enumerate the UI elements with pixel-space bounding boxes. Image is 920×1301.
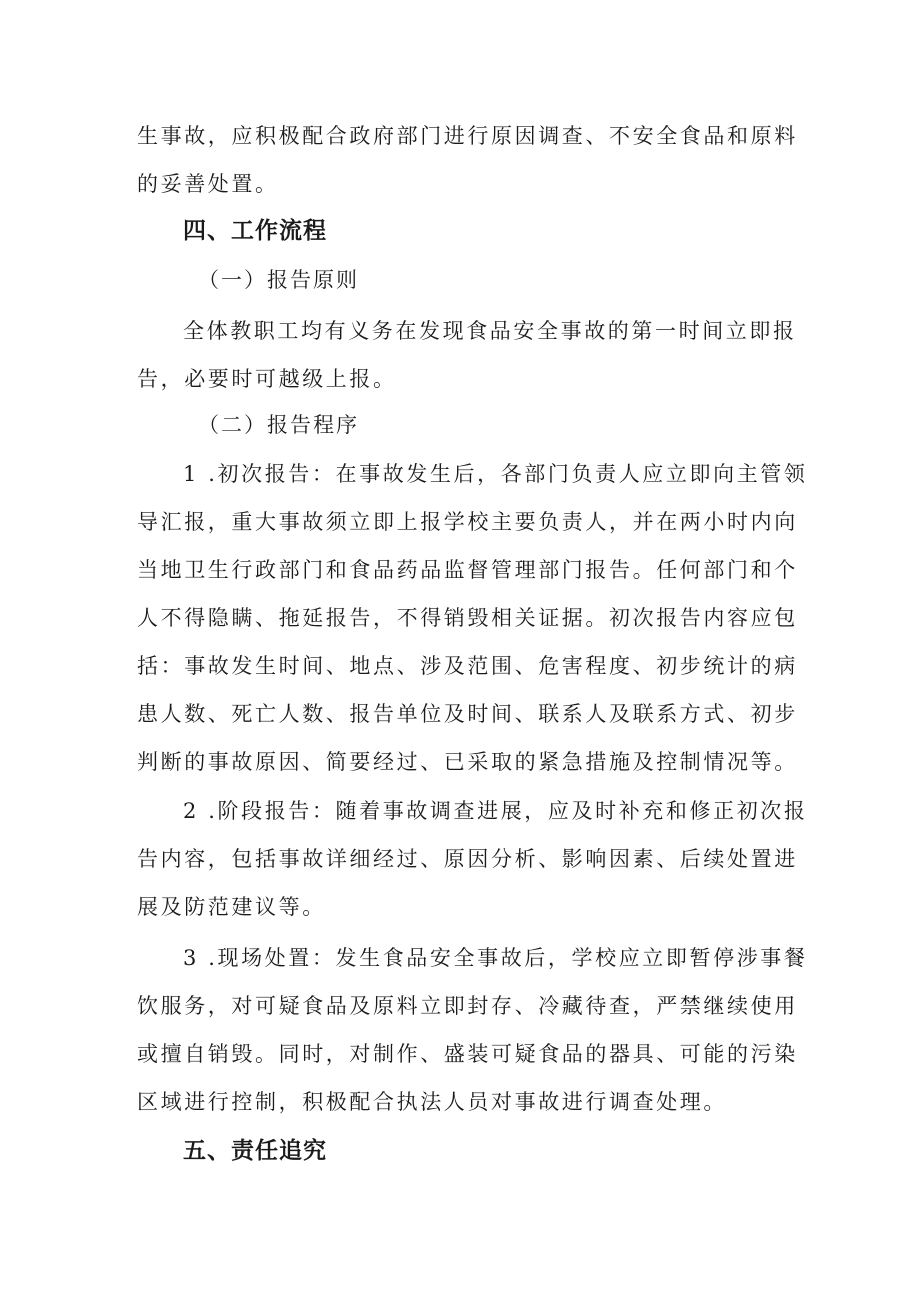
text-line: 患人数、死亡人数、报告单位及时间、联系人及联系方式、初步 bbox=[137, 702, 798, 726]
text-line: 判断的事故原因、简要经过、已采取的紧急措施及控制情况等。 bbox=[137, 750, 798, 774]
text-line: 全体教职工均有义务在发现食品安全事故的第一时间立即报 bbox=[183, 319, 797, 343]
section-heading-accountability: 五、责任追究 bbox=[183, 1138, 327, 1164]
text-line: 人不得隐瞒、拖延报告，不得销毁相关证据。初次报告内容应包 bbox=[137, 606, 798, 630]
text-line: 的妥善处置。 bbox=[137, 172, 279, 196]
section-heading-workflow: 四、工作流程 bbox=[183, 218, 327, 244]
paragraph-stage-report bbox=[137, 787, 808, 931]
text-line: 2 .阶段报告：随着事故调查进展，应及时补充和修正初次报 bbox=[183, 799, 808, 823]
text-line: 告，必要时可越级上报。 bbox=[137, 367, 397, 391]
text-line: 1 .初次报告：在事故发生后，各部门负责人应立即向主管领 bbox=[183, 462, 808, 486]
subsection-heading-report-principle: （一）报告原则 bbox=[198, 268, 359, 292]
paragraph-initial-report bbox=[137, 450, 808, 786]
subsection-heading-report-procedure: （二）报告程序 bbox=[198, 413, 359, 437]
text-line: 3 .现场处置：发生食品安全事故后，学校应立即暂停涉事餐 bbox=[183, 946, 808, 970]
paragraph-continuation bbox=[137, 112, 798, 208]
text-line: 生事故，应积极配合政府部门进行原因调查、不安全食品和原料 bbox=[137, 124, 798, 148]
text-line: 区域进行控制，积极配合执法人员对事故进行调查处理。 bbox=[137, 1090, 727, 1114]
text-line: 导汇报，重大事故须立即上报学校主要负责人，并在两小时内向 bbox=[137, 510, 798, 534]
text-line: 饮服务，对可疑食品及原料立即封存、冷藏待查，严禁继续使用 bbox=[137, 994, 798, 1018]
text-line: 展及防范建议等。 bbox=[137, 895, 326, 919]
paragraph-onsite-handling bbox=[137, 934, 808, 1126]
text-line: 当地卫生行政部门和食品药品监督管理部门报告。任何部门和个 bbox=[137, 558, 798, 582]
text-line: 告内容，包括事故详细经过、原因分析、影响因素、后续处置进 bbox=[137, 847, 798, 871]
text-line: 括：事故发生时间、地点、涉及范围、危害程度、初步统计的病 bbox=[137, 654, 798, 678]
paragraph-report-principle bbox=[137, 307, 797, 403]
text-line: 或擅自销毁。同时，对制作、盛装可疑食品的器具、可能的污染 bbox=[137, 1042, 798, 1066]
